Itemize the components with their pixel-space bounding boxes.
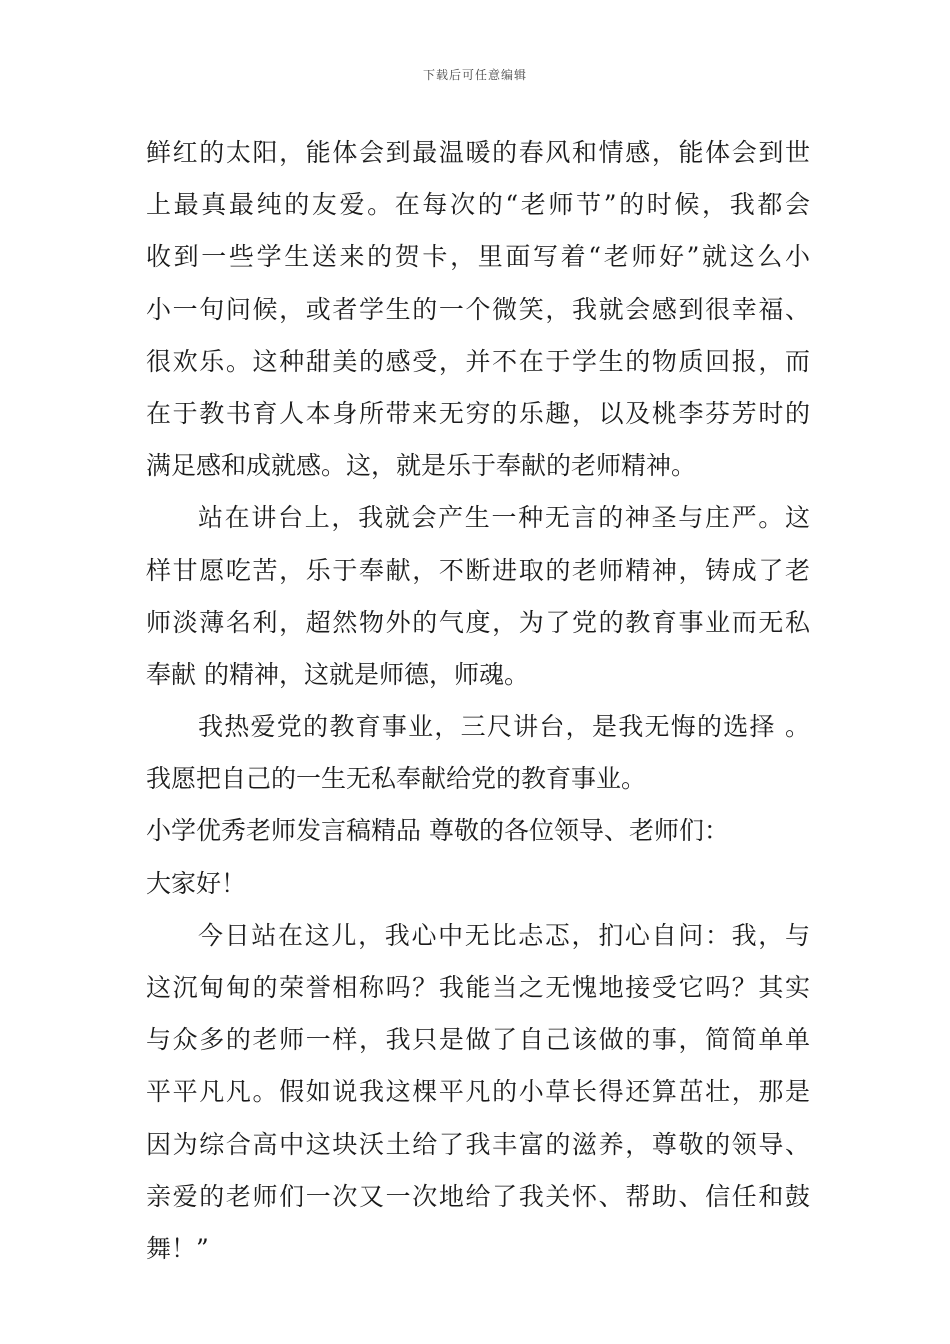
text-line: 收到一些学生送来的贺卡，里面写着“老师好”就这么小 [146, 242, 810, 272]
text-line: 这沉甸甸的荣誉相称吗？我能当之无愧地接受它吗？其实 [146, 973, 810, 1002]
page-header-note: 下载后可任意编辑 [422, 68, 527, 82]
text-line: 奉献 的精神，这就是师德，师魂。 [146, 659, 529, 689]
text-line: 鲜红的太阳，能体会到最温暖的春风和情感，能体会到世 [146, 138, 810, 167]
text-line: 平平凡凡。假如说我这棵平凡的小草长得还算茁壮，那是 [146, 1077, 810, 1107]
document-body [146, 127, 810, 1275]
text-line: 站在讲台上，我就会产生一种无言的神圣与庄严。这 [198, 503, 810, 533]
text-line: 满足感和成就感。这，就是乐于奉献的老师精神。 [146, 451, 697, 481]
text-line: 很欢乐。这种甜美的感受，并不在于学生的物质回报，而 [146, 346, 810, 376]
text-line: 样甘愿吃苦，乐于奉献，不断进取的老师精神，铸成了老 [146, 555, 810, 585]
text-line: 舞！” [146, 1233, 209, 1263]
text-line: 小一句问候，或者学生的一个微笑，我就会感到很幸福、 [146, 294, 810, 324]
text-line: 我热爱党的教育事业，三尺讲台，是我无悔的选择 。 [198, 712, 810, 742]
text-line: 我愿把自己的一生无私奉献给党的教育事业。 [146, 764, 647, 794]
text-line: 亲爱的老师们一次又一次地给了我关怀、帮助、信任和鼓 [146, 1181, 810, 1211]
text-line: 与众多的老师一样，我只是做了自己该做的事，简简单单 [146, 1025, 810, 1055]
text-line: 师淡薄名利，超然物外的气度，为了党的教育事业而无私 [146, 607, 810, 637]
text-line: 因为综合高中这块沃土给了我丰富的滋养，尊敬的领导、 [146, 1129, 810, 1159]
text-line: 小学优秀老师发言稿精品 尊敬的各位领导、老师们： [146, 816, 729, 846]
text-line: 在于教书育人本身所带来无穷的乐趣，以及桃李芬芳时的 [146, 398, 810, 428]
text-line: 今日站在这儿，我心中无比忐忑，扪心自问：我，与 [198, 920, 810, 950]
text-line: 上最真最纯的友爱。在每次的“老师节”的时候，我都会 [146, 190, 810, 220]
text-line: 大家好！ [146, 868, 247, 898]
